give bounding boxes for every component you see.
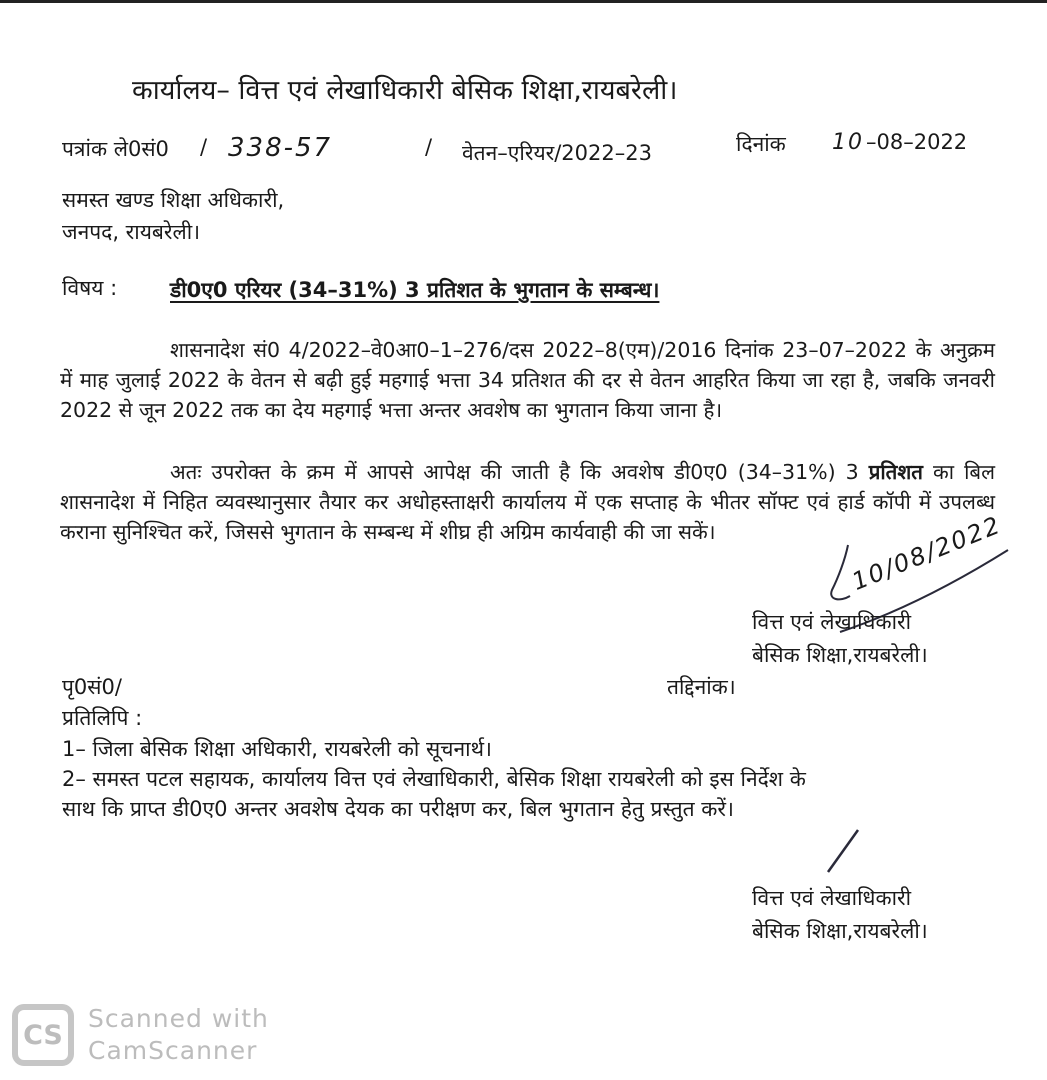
addressee-line1: समस्त खण्ड शिक्षा अधिकारी,: [62, 188, 285, 212]
addressee-line2: जनपद, रायबरेली।: [62, 220, 201, 244]
signature1-line2: बेसिक शिक्षा,रायबरेली।: [752, 643, 928, 667]
signature2-line1: वित्त एवं लेखाधिकारी: [752, 886, 912, 910]
camscanner-line2: CamScanner: [88, 1036, 258, 1065]
patrank-label: पत्रांक ले0सं0: [62, 137, 169, 161]
office-title: कार्यालय– वित्त एवं लेखाधिकारी बेसिक शिक्षा,रायबरेली।: [132, 75, 678, 106]
camscanner-logo-icon: CS: [12, 1004, 74, 1066]
camscanner-text: [88, 1003, 269, 1067]
handwritten-date: 10/08/2022: [848, 510, 1006, 596]
camscanner-watermark: [12, 1003, 269, 1067]
signature2-line2: बेसिक शिक्षा,रायबरेली।: [752, 919, 928, 943]
subject-code: वेतन–एरियर/2022–23: [462, 141, 652, 165]
para1-text: शासनादेश सं0 4/2022–वे0आ0–1–276/दस 2022–8(एम)/2016 दिनांक 23–07–2022 के अनुक्रम में माह जुलाई 2022 के वेतन से बढ़ी हुई महगाई भत्ता 34 प्रतिशत की दर से वेतन आहरित किया जा रहा है, जबकि जनवरी 2022 से जून 2022 तक का देय महगाई भत्ता अन्तर अवशेष का भुगतान किया जाना है।: [60, 338, 995, 422]
slash-2: /: [425, 135, 433, 159]
camscanner-line1: Scanned with: [88, 1004, 269, 1033]
copy-item-2-line2: साथ कि प्राप्त डी0ए0 अन्तर अवशेष देयक का परीक्षण कर, बिल भुगतान हेतु प्रस्तुत करें।: [62, 797, 734, 821]
dinank-label: दिनांक: [736, 132, 786, 156]
copy-label: प्रतिलिपि :: [62, 706, 143, 730]
tad-dinank: तद्दिनांक।: [667, 675, 736, 699]
copy-item-2-line1: 2– समस्त पटल सहायक, कार्यालय वित्त एवं लेखाधिकारी, बेसिक शिक्षा रायबरेली को इस निर्देश के: [62, 767, 806, 791]
signature1-line1: वित्त एवं लेखाधिकारी: [752, 610, 912, 634]
para2-end: का बिल शासनादेश में निहित व्यवस्थानुसार तैयार कर अधोहस्ताक्षरी कार्यालय में एक सप्ताह के भीतर सॉफ्ट एवं हार्ड कॉपी में उपलब्ध कराना सुनिश्चित करें, जिससे भुगतान के सम्बन्ध में शीघ्र ही अग्रिम कार्यवाही की जा सकें।: [60, 460, 995, 544]
signature-1-stroke: [831, 545, 850, 599]
patrank-number: 338-57: [228, 133, 333, 163]
subject-label: विषय :: [62, 276, 118, 300]
para2-bold: प्रतिशत: [868, 460, 923, 484]
subject-text: डी0ए0 एरियर (34–31%) 3 प्रतिशत के भुगतान के सम्बन्ध।: [170, 278, 660, 302]
para2-start: अतः उपरोक्त के क्रम में आपसे आपेक्ष की जाती है कि अवशेष डी0ए0 (34–31%) 3: [170, 460, 869, 484]
slash-1: /: [200, 135, 208, 159]
date-rest: –08–2022: [866, 130, 968, 154]
signature-2-stroke: [828, 830, 858, 872]
prishth-label: पृ0सं0/: [62, 675, 122, 699]
date-day: 10: [832, 130, 864, 155]
copy-item-1: 1– जिला बेसिक शिक्षा अधिकारी, रायबरेली को सूचनार्थ।: [62, 737, 492, 761]
